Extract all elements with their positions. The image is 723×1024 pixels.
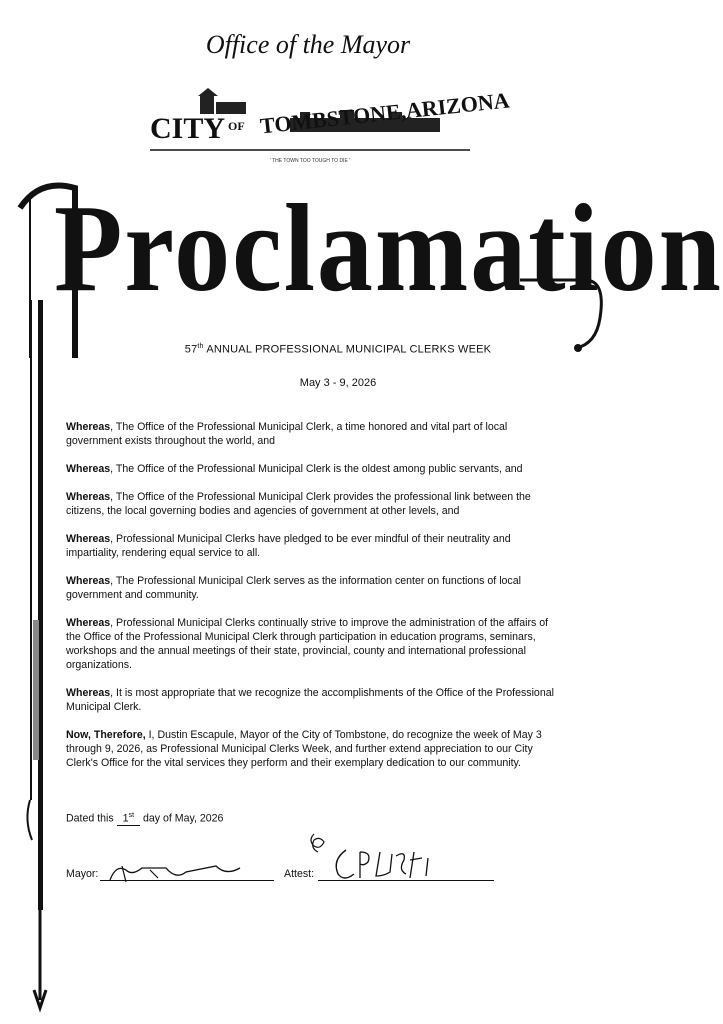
clause-lead: Whereas (66, 463, 111, 475)
clause-lead: Now, Therefore, (66, 729, 146, 741)
svg-text:TOMBSTONE,ARIZONA: TOMBSTONE,ARIZONA (258, 87, 511, 139)
clause-text: , It is most appropriate that we recognize the accomplishments of the Office of the Professional Municipal Clerk. (66, 687, 554, 713)
subtitle-ordinal-suffix: th (197, 343, 204, 350)
clause-text: , Professional Municipal Clerks continually strive to improve the administration of the affairs of the Office of the Professional Municipal Clerk through participation in education programs, seminars, workshops and the annual meetings of their state, provincial, county and international professional organizations. (66, 617, 549, 671)
dated-prefix: Dated this (66, 812, 114, 825)
mayor-signature (106, 860, 246, 886)
clause (66, 532, 562, 560)
clause (66, 420, 562, 448)
clause-text: , The Professional Municipal Clerk serves as the information center on functions of local government and community. (66, 575, 521, 601)
svg-text:CITY: CITY (150, 112, 226, 145)
clause-lead: Whereas (66, 617, 111, 629)
clause-text: , The Office of the Professional Municipal Clerk is the oldest among public servants, and (110, 463, 523, 475)
clause-lead: Whereas (66, 575, 111, 587)
clause-lead: Whereas (66, 533, 111, 545)
subtitle-text: ANNUAL PROFESSIONAL MUNICIPAL CLERKS WEEK (206, 343, 492, 356)
dated-day-suffix: st (128, 812, 135, 819)
proclamation-body (66, 420, 562, 784)
clause-text: , The Office of the Professional Municipal Clerk, a time honored and vital part of local government exists throughout the world, and (66, 421, 508, 447)
clause-lead: Whereas (66, 491, 111, 503)
subtitle (60, 343, 616, 356)
clause-text: I, Dustin Escapule, Mayor of the City of Tombstone, do recognize the week of May 3 through 9, 2026, as Professional Municipal Clerks Week, and further extend appreciation to our City Clerk's Office for the vital services they perform and their exemplary dedication to our community. (66, 729, 542, 769)
clause-text: , Professional Municipal Clerks have pledged to be ever mindful of their neutrality and impartiality, rendering equal service to all. (66, 533, 511, 559)
svg-text:OF: OF (228, 119, 245, 133)
clause (66, 728, 562, 770)
clause (66, 686, 562, 714)
clause (66, 490, 562, 518)
subtitle-ordinal-number: 57 (184, 343, 198, 356)
attest-signature (306, 830, 456, 884)
attest-label: Attest: (284, 868, 315, 880)
dated-day-blank (117, 812, 140, 826)
clause (66, 574, 562, 602)
dated-line (66, 812, 223, 826)
dated-suffix: day of May, 2026 (142, 812, 224, 825)
week-dates: May 3 - 9, 2026 (299, 377, 377, 389)
signature-row (66, 860, 506, 890)
clause (66, 462, 562, 476)
clause (66, 616, 562, 672)
proclamation-title: Proclamation (54, 179, 723, 319)
city-banner-logo (140, 87, 511, 168)
clause-lead: Whereas (66, 421, 111, 433)
svg-text:' THE TOWN TOO TOUGH TO DIE ': ' THE TOWN TOO TOUGH TO DIE ' (269, 158, 351, 164)
clause-text: , The Office of the Professional Municipal Clerk provides the professional link between the citizens, the local governing bodies and agencies of government at other levels, and (66, 491, 531, 517)
dated-day: 1 (122, 812, 129, 825)
mayor-label: Mayor: (66, 868, 99, 880)
office-title: Office of the Mayor (205, 30, 411, 59)
clause-lead: Whereas (66, 687, 111, 699)
left-border-rule (16, 300, 56, 1020)
